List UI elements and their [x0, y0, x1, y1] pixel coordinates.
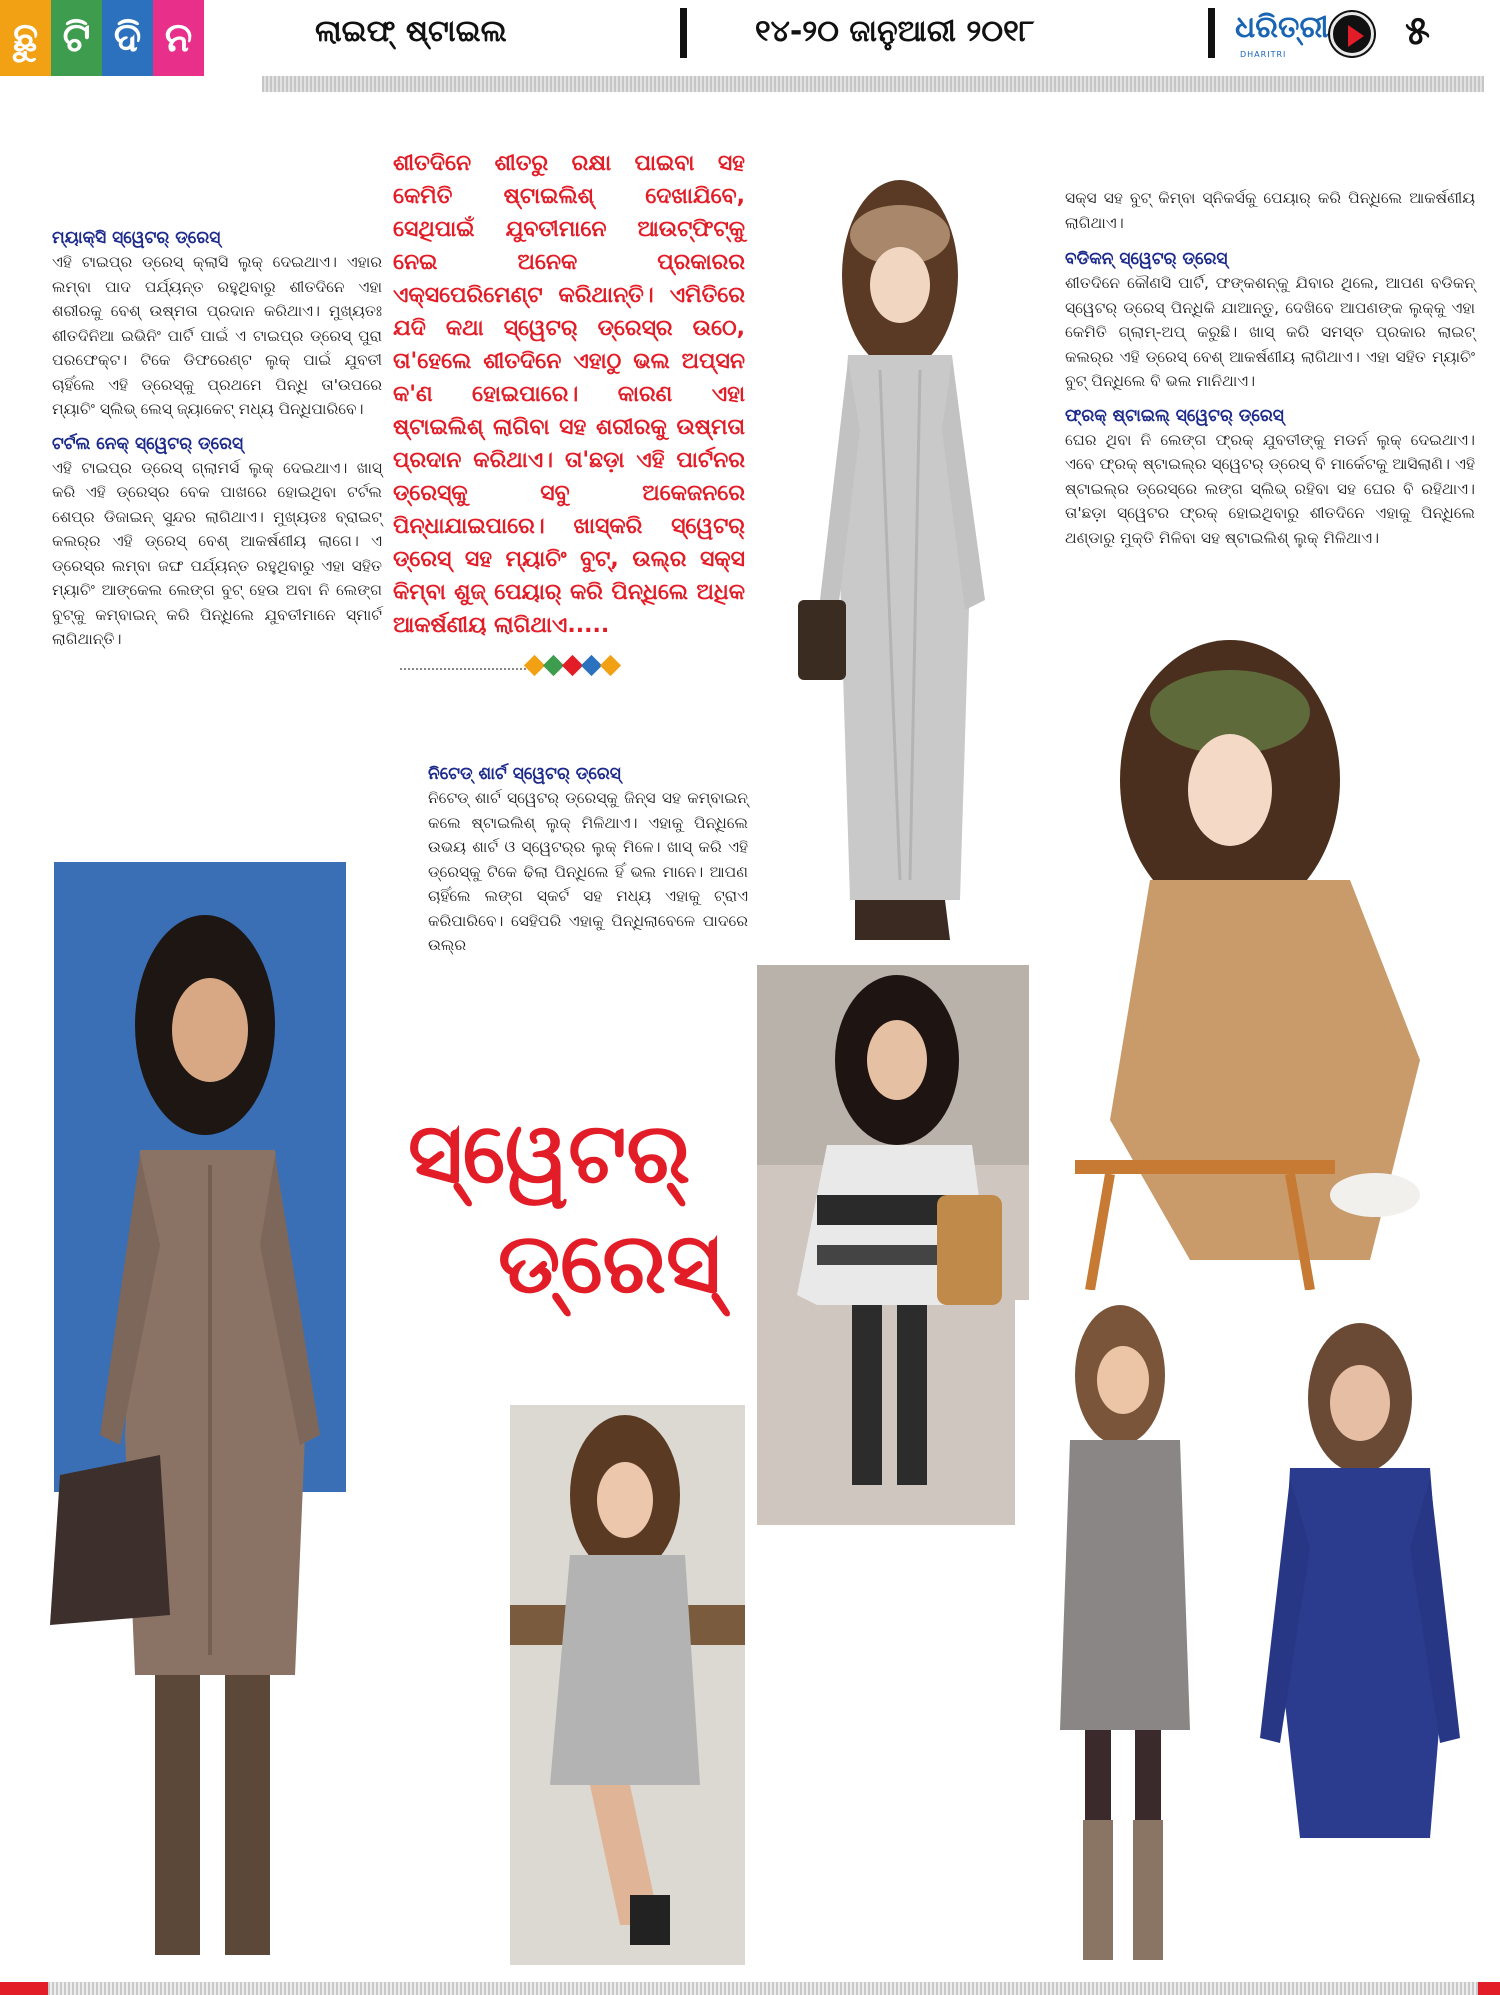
photo-brown-cable-knit-dress	[20, 915, 380, 1975]
maxi-body: ଏହି ଟାଇପ୍‌ର ଡ୍ରେସ୍ କ୍ଲାସି ଲୁକ୍ ଦେଇଥାଏ। ଏହାର ଲମ୍ବା ପାଦ ପର୍ଯ୍ୟନ୍ତ ରହୁଥିବାରୁ ଶୀତଦିନେ ଏହା ଶରୀରକୁ ବେଶ୍ ଉଷ୍ମତା ପ୍ରଦାନ କରିଥାଏ। ମୁଖ୍ୟତଃ ଶୀତଦିନିଆ ଇଭିନିଂ ପାର୍ଟି ପାଇଁ ଏ ଟାଇପ୍‌ର ଡ୍ରେସ୍ ପୁରା ପରଫେକ୍ଟ। ଟିକେ ଡିଫରେଣ୍ଟ ଲୁକ୍ ପାଇଁ ଯୁବତୀ ଚାହିଁଲେ ଏହି ଡ୍ରେସ୍‌କୁ ପ୍ରଥମେ ପିନ୍ଧି ତା'ଉପରେ ମ୍ୟାଚିଂ ସ୍ଲିଭ୍ ଲେସ୍ ଜ୍ୟାକେଟ୍ ମଧ୍ୟ ପିନ୍ଧିପାରିବେ।	[52, 253, 382, 418]
maxi-heading: ମ୍ୟାକ୍ସି ସ୍ୱେଟର୍ ଡ୍ରେସ୍	[52, 228, 221, 248]
issue-date: ୧୪-୨୦ ଜାନୁଆରୀ ୨୦୧୮	[755, 14, 1035, 49]
knitted-article	[428, 762, 748, 958]
maxi-article	[52, 226, 382, 652]
brand-letter: ନ	[153, 0, 204, 76]
photo-turtle-neck-dress	[510, 1405, 745, 1965]
feature-title-line2: ଡ୍ରେସ୍	[498, 1214, 721, 1312]
photo-patterned-sweater-dress	[757, 965, 1029, 1525]
brand-letter: ଟି	[51, 0, 102, 76]
knitted-continued: ସକ୍ସ ସହ ବୁଟ୍ କିମ୍ବା ସ୍ନିକର୍ସକୁ ପେୟାର୍ କରି ପିନ୍ଧିଲେ ଆକର୍ଷଣୀୟ ଲାଗିଥାଏ।	[1065, 189, 1475, 232]
turtle-heading: ଟର୍ଟଲ ନେକ୍ ସ୍ୱେଟର୍ ଡ୍ରେସ୍	[52, 433, 244, 454]
footer-accent	[1478, 1982, 1500, 1995]
masthead	[0, 0, 1500, 100]
brand-letter: ଛୁ	[0, 0, 51, 76]
divider	[680, 8, 687, 58]
footer-rule	[0, 1982, 1500, 1995]
diamond-icon	[600, 655, 621, 676]
play-icon	[1330, 12, 1374, 56]
footer-accent	[0, 1982, 48, 1995]
frock-body: ଘେର ଥିବା ନି ଲେଙ୍ଗ ଫ୍ରକ୍ ଯୁବତୀଙ୍କୁ ମଡର୍ନ ଲୁକ୍ ଦେଇଥାଏ। ଏବେ ଫ୍ରକ୍ ଷ୍ଟାଇଲ୍‌ର ସ୍ୱେଟର୍ ଡ୍ରେସ୍ ବି ମାର୍କେଟକୁ ଆସିଲାଣି। ଏହି ଷ୍ଟାଇଲ୍‌ର ଡ୍ରେସ୍‌ରେ ଲଙ୍ଗ ସ୍ଲିଭ୍ ରହିବା ସହ ଘେର ବି ରହିଥାଏ। ତା'ଛଡ଼ା ସ୍ୱେଟର ଫ୍ରକ୍ ହୋଇଥିବାରୁ ଶୀତଦିନେ ଏହାକୁ ପିନ୍ଧିଲେ ଥଣ୍ଡାରୁ ମୁକ୍ତି ମିଳିବା ସହ ଷ୍ଟାଇଲିଶ୍ ଲୁକ୍ ମିଳିଥାଏ।	[1065, 430, 1475, 547]
diamond-ornament	[527, 658, 618, 673]
photo-frock-style-dress	[1050, 640, 1475, 1290]
photo-maxi-sweater-dress	[760, 180, 1030, 945]
bodycon-body: ଶୀତଦିନେ କୌଣସି ପାର୍ଟି, ଫଙ୍କଶନ୍‌କୁ ଯିବାର ଥିଲେ, ଆପଣ ବଡିକନ୍ ସ୍ୱେଟର୍ ଡ୍ରେସ୍ ପିନ୍ଧିକି ଯାଆନ୍ତୁ, ଦେଖିବେ ଆପଣଙ୍କ ଲୁକ୍‌କୁ ଏହା କେମିତି ଗ୍ଲାମ୍-ଅପ୍ କରୁଛି। ଖାସ୍ କରି ସମସ୍ତ ପ୍ରକାର ଲାଇଟ୍ କଲର୍‌ର ଏହି ଡ୍ରେସ୍ ବେଶ୍ ଆକର୍ଷଣୀୟ ଲାଗିଥାଏ। ଏହା ସହିତ ମ୍ୟାଚିଂ ବୁଟ୍ ପିନ୍ଧିଲେ ବି ଭଲ ମାନିଥାଏ।	[1065, 274, 1475, 390]
newspaper-logo: ଧରିତ୍ରୀ	[1235, 10, 1329, 45]
header-rule	[262, 76, 1484, 92]
intro-text: ଶୀତଦିନେ ଶୀତରୁ ରକ୍ଷା ପାଇବା ସହ କେମିତି ଷ୍ଟାଇଲିଶ୍ ଦେଖାଯିବେ, ସେଥିପାଇଁ ଯୁବତୀମାନେ ଆଉଟ୍‌ଫିଟ୍‌କୁ ନେଇ ଅନେକ ପ୍ରକାରର ଏକ୍ସପେରିମେଣ୍ଟ କରିଥାନ୍ତି। ଏମିତିରେ ଯଦି କଥା ସ୍ୱେଟର୍ ଡ୍ରେସ୍‌ର ଉଠେ, ତା'ହେଲେ ଶୀତଦିନେ ଏହାଠୁ ଭଲ ଅପ୍ସନ କ'ଣ ହୋଇପାରେ। କାରଣ ଏହା ଷ୍ଟାଇଲିଶ୍ ଲାଗିବା ସହ ଶରୀରକୁ ଉଷ୍ମତା ପ୍ରଦାନ କରିଥାଏ। ତା'ଛଡ଼ା ଏହି ପାର୍ଟନର ଡ୍ରେସ୍‌କୁ ସବୁ ଅକେଜନରେ ପିନ୍ଧାଯାଇପାରେ। ଖାସ୍‌କରି ସ୍ୱେଟର୍ ଡ୍ରେସ୍ ସହ ମ୍ୟାଚିଂ ବୁଟ୍, ଉଲ୍‌ର ସକ୍ସ କିମ୍ବା ଶୁଜ୍ ପେୟାର୍ କରି ପିନ୍ଧିଲେ ଅଧିକ ଆକର୍ଷଣୀୟ ଲାଗିଥାଏ.....	[393, 151, 745, 638]
knitted-heading: ନିଟେଡ୍ ଶାର୍ଟ ସ୍ୱେଟର୍ ଡ୍ରେସ୍	[428, 764, 621, 784]
intro-rule	[400, 668, 530, 670]
feature-title-line1: ସ୍ୱେଟର୍	[408, 1104, 691, 1202]
newspaper-logo-sub: DHARITRI	[1240, 50, 1287, 59]
turtle-body: ଏହି ଟାଇପ୍‌ର ଡ୍ରେସ୍ ଗ୍ଲାମର୍ସ ଲୁକ୍ ଦେଇଥାଏ। ଖାସ୍ କରି ଏହି ଡ୍ରେସ୍‌ର ବେକ ପାଖରେ ହୋଇଥିବା ଟର୍ଟଲ ଶେପ୍‌ର ଡିଜାଇନ୍ ସୁନ୍ଦର ଲାଗିଥାଏ। ମୁଖ୍ୟତଃ ବ୍ରାଇଟ୍ କଲର୍‌ର ଏହି ଡ୍ରେସ୍ ବେଶ୍ ଆକର୍ଷଣୀୟ ଲାଗେ। ଏ ଡ୍ରେସ୍‌ର ଲମ୍ବା ଜଙ୍ଘ ପର୍ଯ୍ୟନ୍ତ ରହୁଥିବାରୁ ଏହା ସହିତ ମ୍ୟାଚିଂ ଆଙ୍କେଲ ଲେଙ୍ଗ ବୁଟ୍ ହେଉ ଅବା ନି ଲେଙ୍ଗ ବୁଟ୍‌କୁ କମ୍ବାଇନ୍ କରି ପିନ୍ଧିଲେ ଯୁବତୀମାନେ ସ୍ମାର୍ଟ ଲାଗିଥାନ୍ତି।	[52, 458, 382, 648]
feature-title	[408, 1098, 721, 1318]
brand-letter: ଦି	[102, 0, 153, 76]
knitted-body: ନିଟେଡ୍ ଶାର୍ଟ ସ୍ୱେଟର୍ ଡ୍ରେସ୍‌କୁ ଜିନ୍ସ ସହ କମ୍ବାଇନ୍ କଲେ ଷ୍ଟାଇଲିଶ୍ ଲୁକ୍ ମିଳିଥାଏ। ଏହାକୁ ପିନ୍ଧିଲେ ଉଭୟ ଶାର୍ଟ ଓ ସ୍ୱେଟର୍‌ର ଲୁକ୍ ମିଳେ। ଖାସ୍ କରି ଏହି ଡ୍ରେସ୍‌କୁ ଟିକେ ଢିଲା ପିନ୍ଧିଲେ ହିଁ ଭଲ ମାନେ। ଆପଣ ଚାହିଁଲେ ଲଙ୍ଗ ସ୍କର୍ଟ ସହ ମଧ୍ୟ ଏହାକୁ ଟ୍ରାଏ କରିପାରିବେ। ସେହିପରି ଏହାକୁ ପିନ୍ଧିଲାବେଳେ ପାଦରେ ଉଲ୍‌ର	[428, 789, 748, 954]
section-name: ଲାଇଫ୍ ଷ୍ଟାଇଲ	[315, 14, 507, 49]
bodycon-heading: ବଡିକନ୍ ସ୍ୱେଟର୍ ଡ୍ରେସ୍	[1065, 249, 1228, 269]
brand-logo	[0, 0, 204, 76]
divider	[1208, 8, 1215, 58]
frock-heading: ଫ୍ରକ୍ ଷ୍ଟାଇଲ୍ ସ୍ୱେଟର୍ ଡ୍ରେସ୍	[1065, 405, 1284, 426]
photo-cowl-neck-grey-dress	[1015, 1300, 1235, 1965]
right-column	[1065, 186, 1475, 550]
photo-bodycon-dress	[1240, 1318, 1472, 1963]
page-number: ୫	[1405, 8, 1430, 54]
